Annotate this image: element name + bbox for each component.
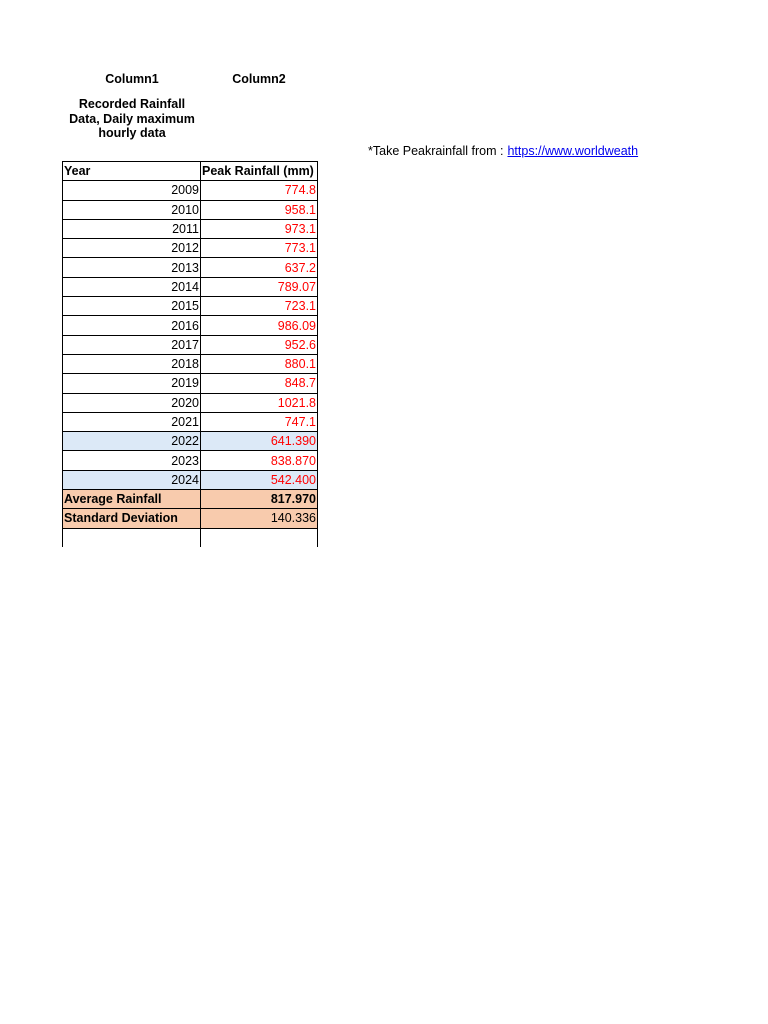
- value-cell[interactable]: 747.1: [201, 412, 318, 431]
- table-row: [63, 277, 318, 296]
- table-row: [63, 374, 318, 393]
- value-cell[interactable]: 1021.8: [201, 393, 318, 412]
- source-note: [368, 144, 660, 158]
- table-row: [63, 316, 318, 335]
- value-cell[interactable]: 542.400: [201, 470, 318, 489]
- value-cell[interactable]: 838.870: [201, 451, 318, 470]
- year-cell[interactable]: 2014: [63, 277, 201, 296]
- year-cell[interactable]: 2020: [63, 393, 201, 412]
- year-cell[interactable]: 2009: [63, 181, 201, 200]
- year-cell[interactable]: 2022: [63, 432, 201, 451]
- std-deviation-value[interactable]: 140.336: [201, 509, 318, 528]
- column1-header: Column1: [105, 72, 159, 86]
- value-cell[interactable]: 641.390: [201, 432, 318, 451]
- value-cell[interactable]: 637.2: [201, 258, 318, 277]
- table-row: [63, 393, 318, 412]
- year-column-header[interactable]: Year: [63, 162, 201, 181]
- year-cell[interactable]: 2013: [63, 258, 201, 277]
- year-cell[interactable]: 2016: [63, 316, 201, 335]
- average-row: [63, 490, 318, 509]
- table-row: [63, 258, 318, 277]
- table-row: [63, 239, 318, 258]
- empty-cell[interactable]: [63, 528, 201, 547]
- table-row: [63, 335, 318, 354]
- year-cell[interactable]: 2012: [63, 239, 201, 258]
- table-row: [63, 219, 318, 238]
- value-cell[interactable]: 986.09: [201, 316, 318, 335]
- peak-rainfall-column-header[interactable]: Peak Rainfall (mm): [201, 162, 318, 181]
- table-row: [63, 451, 318, 470]
- value-cell[interactable]: 774.8: [201, 181, 318, 200]
- year-cell[interactable]: 2011: [63, 219, 201, 238]
- value-cell[interactable]: 789.07: [201, 277, 318, 296]
- table-header-row: [63, 162, 318, 181]
- table-row: [63, 297, 318, 316]
- std-deviation-label[interactable]: Standard Deviation: [63, 509, 201, 528]
- value-cell[interactable]: 773.1: [201, 239, 318, 258]
- table-row: [63, 412, 318, 431]
- value-cell[interactable]: 958.1: [201, 200, 318, 219]
- source-note-text: *Take Peakrainfall from :: [368, 144, 504, 158]
- rainfall-table: [62, 161, 318, 547]
- table-row-highlighted: [63, 432, 318, 451]
- value-cell[interactable]: 973.1: [201, 219, 318, 238]
- year-cell[interactable]: 2024: [63, 470, 201, 489]
- average-label[interactable]: Average Rainfall: [63, 490, 201, 509]
- table-row: [63, 354, 318, 373]
- table-row: [63, 181, 318, 200]
- value-cell[interactable]: 723.1: [201, 297, 318, 316]
- year-cell[interactable]: 2021: [63, 412, 201, 431]
- year-cell[interactable]: 2018: [63, 354, 201, 373]
- year-cell[interactable]: 2010: [63, 200, 201, 219]
- value-cell[interactable]: 848.7: [201, 374, 318, 393]
- source-link[interactable]: https://www.worldweath: [507, 144, 639, 158]
- year-cell[interactable]: 2017: [63, 335, 201, 354]
- empty-cell[interactable]: [201, 528, 318, 547]
- year-cell[interactable]: 2015: [63, 297, 201, 316]
- year-cell[interactable]: 2023: [63, 451, 201, 470]
- table-row: [63, 200, 318, 219]
- value-cell[interactable]: 952.6: [201, 335, 318, 354]
- value-cell[interactable]: 880.1: [201, 354, 318, 373]
- column2-header: Column2: [232, 72, 286, 86]
- description-cell: Recorded Rainfall Data, Daily maximum hourly data: [69, 97, 195, 140]
- std-deviation-row: [63, 509, 318, 528]
- empty-row: [63, 528, 318, 547]
- table-row-highlighted: [63, 470, 318, 489]
- year-cell[interactable]: 2019: [63, 374, 201, 393]
- average-value[interactable]: 817.970: [201, 490, 318, 509]
